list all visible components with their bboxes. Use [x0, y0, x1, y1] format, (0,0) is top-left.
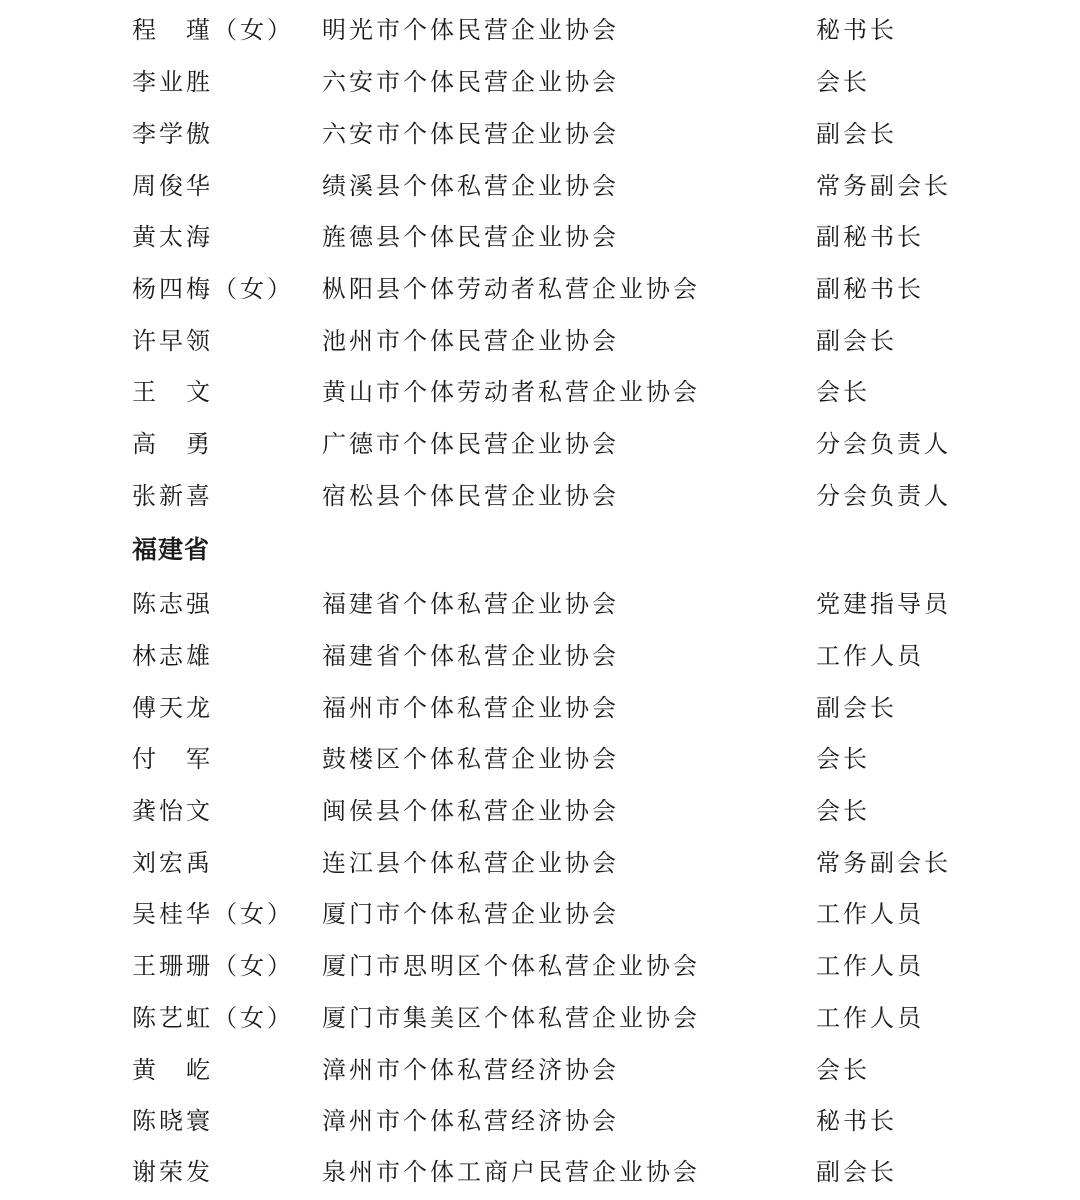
organization-name: 池州市个体民营企业协会 [322, 327, 619, 355]
list-item [0, 578, 1080, 630]
person-name: 龚怡文 [132, 797, 213, 825]
person-name: 吴桂华（女） [132, 900, 294, 928]
position-title: 常务副会长 [816, 172, 951, 200]
list-item [0, 992, 1080, 1044]
person-name: 黄太海 [132, 223, 213, 251]
organization-name: 枞阳县个体劳动者私营企业协会 [322, 275, 700, 303]
organization-name: 鼓楼区个体私营企业协会 [322, 745, 619, 773]
list-item [0, 733, 1080, 785]
list-item [0, 211, 1080, 263]
organization-name: 福建省个体私营企业协会 [322, 590, 619, 618]
position-title: 副会长 [816, 694, 897, 722]
list-item [0, 682, 1080, 734]
person-name: 黄 屹 [132, 1056, 213, 1084]
position-title: 工作人员 [816, 642, 924, 670]
organization-name: 泉州市个体工商户民营企业协会 [322, 1158, 700, 1186]
list-item [0, 1095, 1080, 1147]
list-item [0, 160, 1080, 212]
organization-name: 黄山市个体劳动者私营企业协会 [322, 378, 700, 406]
person-name: 陈艺虹（女） [132, 1004, 294, 1032]
position-title: 会长 [816, 68, 870, 96]
organization-name: 漳州市个体私营经济协会 [322, 1056, 619, 1084]
position-title: 会长 [816, 797, 870, 825]
list-item [0, 56, 1080, 108]
organization-name: 六安市个体民营企业协会 [322, 68, 619, 96]
position-title: 副秘书长 [816, 275, 924, 303]
position-title: 常务副会长 [816, 849, 951, 877]
person-name: 陈志强 [132, 590, 213, 618]
list-item [0, 940, 1080, 992]
person-name: 杨四梅（女） [132, 275, 294, 303]
position-title: 秘书长 [816, 1107, 897, 1135]
person-name: 李学傲 [132, 120, 213, 148]
list-item [0, 108, 1080, 160]
person-name: 王 文 [132, 378, 213, 406]
organization-name: 福州市个体私营企业协会 [322, 694, 619, 722]
person-name: 傅天龙 [132, 694, 213, 722]
organization-name: 闽侯县个体私营企业协会 [322, 797, 619, 825]
position-title: 副秘书长 [816, 223, 924, 251]
list-item [0, 837, 1080, 889]
organization-name: 连江县个体私营企业协会 [322, 849, 619, 877]
person-name: 陈晓寰 [132, 1107, 213, 1135]
position-title: 副会长 [816, 327, 897, 355]
position-title: 会长 [816, 1056, 870, 1084]
position-title: 党建指导员 [816, 590, 951, 618]
person-name: 周俊华 [132, 172, 213, 200]
list-item [0, 888, 1080, 940]
position-title: 副会长 [816, 1158, 897, 1186]
list-item [0, 315, 1080, 367]
list-item [0, 366, 1080, 418]
organization-name: 厦门市思明区个体私营企业协会 [322, 952, 700, 980]
position-title: 秘书长 [816, 16, 897, 44]
position-title: 副会长 [816, 120, 897, 148]
position-title: 分会负责人 [816, 430, 951, 458]
person-name: 李业胜 [132, 68, 213, 96]
person-name: 高 勇 [132, 430, 213, 458]
position-title: 会长 [816, 378, 870, 406]
list-item [0, 1044, 1080, 1096]
person-name: 王珊珊（女） [132, 952, 294, 980]
organization-name: 六安市个体民营企业协会 [322, 120, 619, 148]
organization-name: 旌德县个体民营企业协会 [322, 223, 619, 251]
position-title: 工作人员 [816, 952, 924, 980]
person-name: 张新喜 [132, 482, 213, 510]
list-item [0, 785, 1080, 837]
organization-name: 绩溪县个体私营企业协会 [322, 172, 619, 200]
person-name: 谢荣发 [132, 1158, 213, 1186]
person-name: 许早领 [132, 327, 213, 355]
organization-name: 明光市个体民营企业协会 [322, 16, 619, 44]
organization-name: 福建省个体私营企业协会 [322, 642, 619, 670]
list-item [0, 1146, 1080, 1198]
position-title: 会长 [816, 745, 870, 773]
person-name: 林志雄 [132, 642, 213, 670]
list-item [0, 263, 1080, 315]
organization-name: 宿松县个体民营企业协会 [322, 482, 619, 510]
section-heading: 福建省 [132, 535, 211, 564]
position-title: 分会负责人 [816, 482, 951, 510]
organization-name: 漳州市个体私营经济协会 [322, 1107, 619, 1135]
list-item [0, 4, 1080, 56]
list-item [0, 630, 1080, 682]
person-name: 程 瑾（女） [132, 16, 294, 44]
position-title: 工作人员 [816, 1004, 924, 1032]
organization-name: 厦门市个体私营企业协会 [322, 900, 619, 928]
list-item [0, 470, 1080, 522]
list-item [0, 418, 1080, 470]
position-title: 工作人员 [816, 900, 924, 928]
person-name: 刘宏禹 [132, 849, 213, 877]
organization-name: 厦门市集美区个体私营企业协会 [322, 1004, 700, 1032]
person-name: 付 军 [132, 745, 213, 773]
organization-name: 广德市个体民营企业协会 [322, 430, 619, 458]
